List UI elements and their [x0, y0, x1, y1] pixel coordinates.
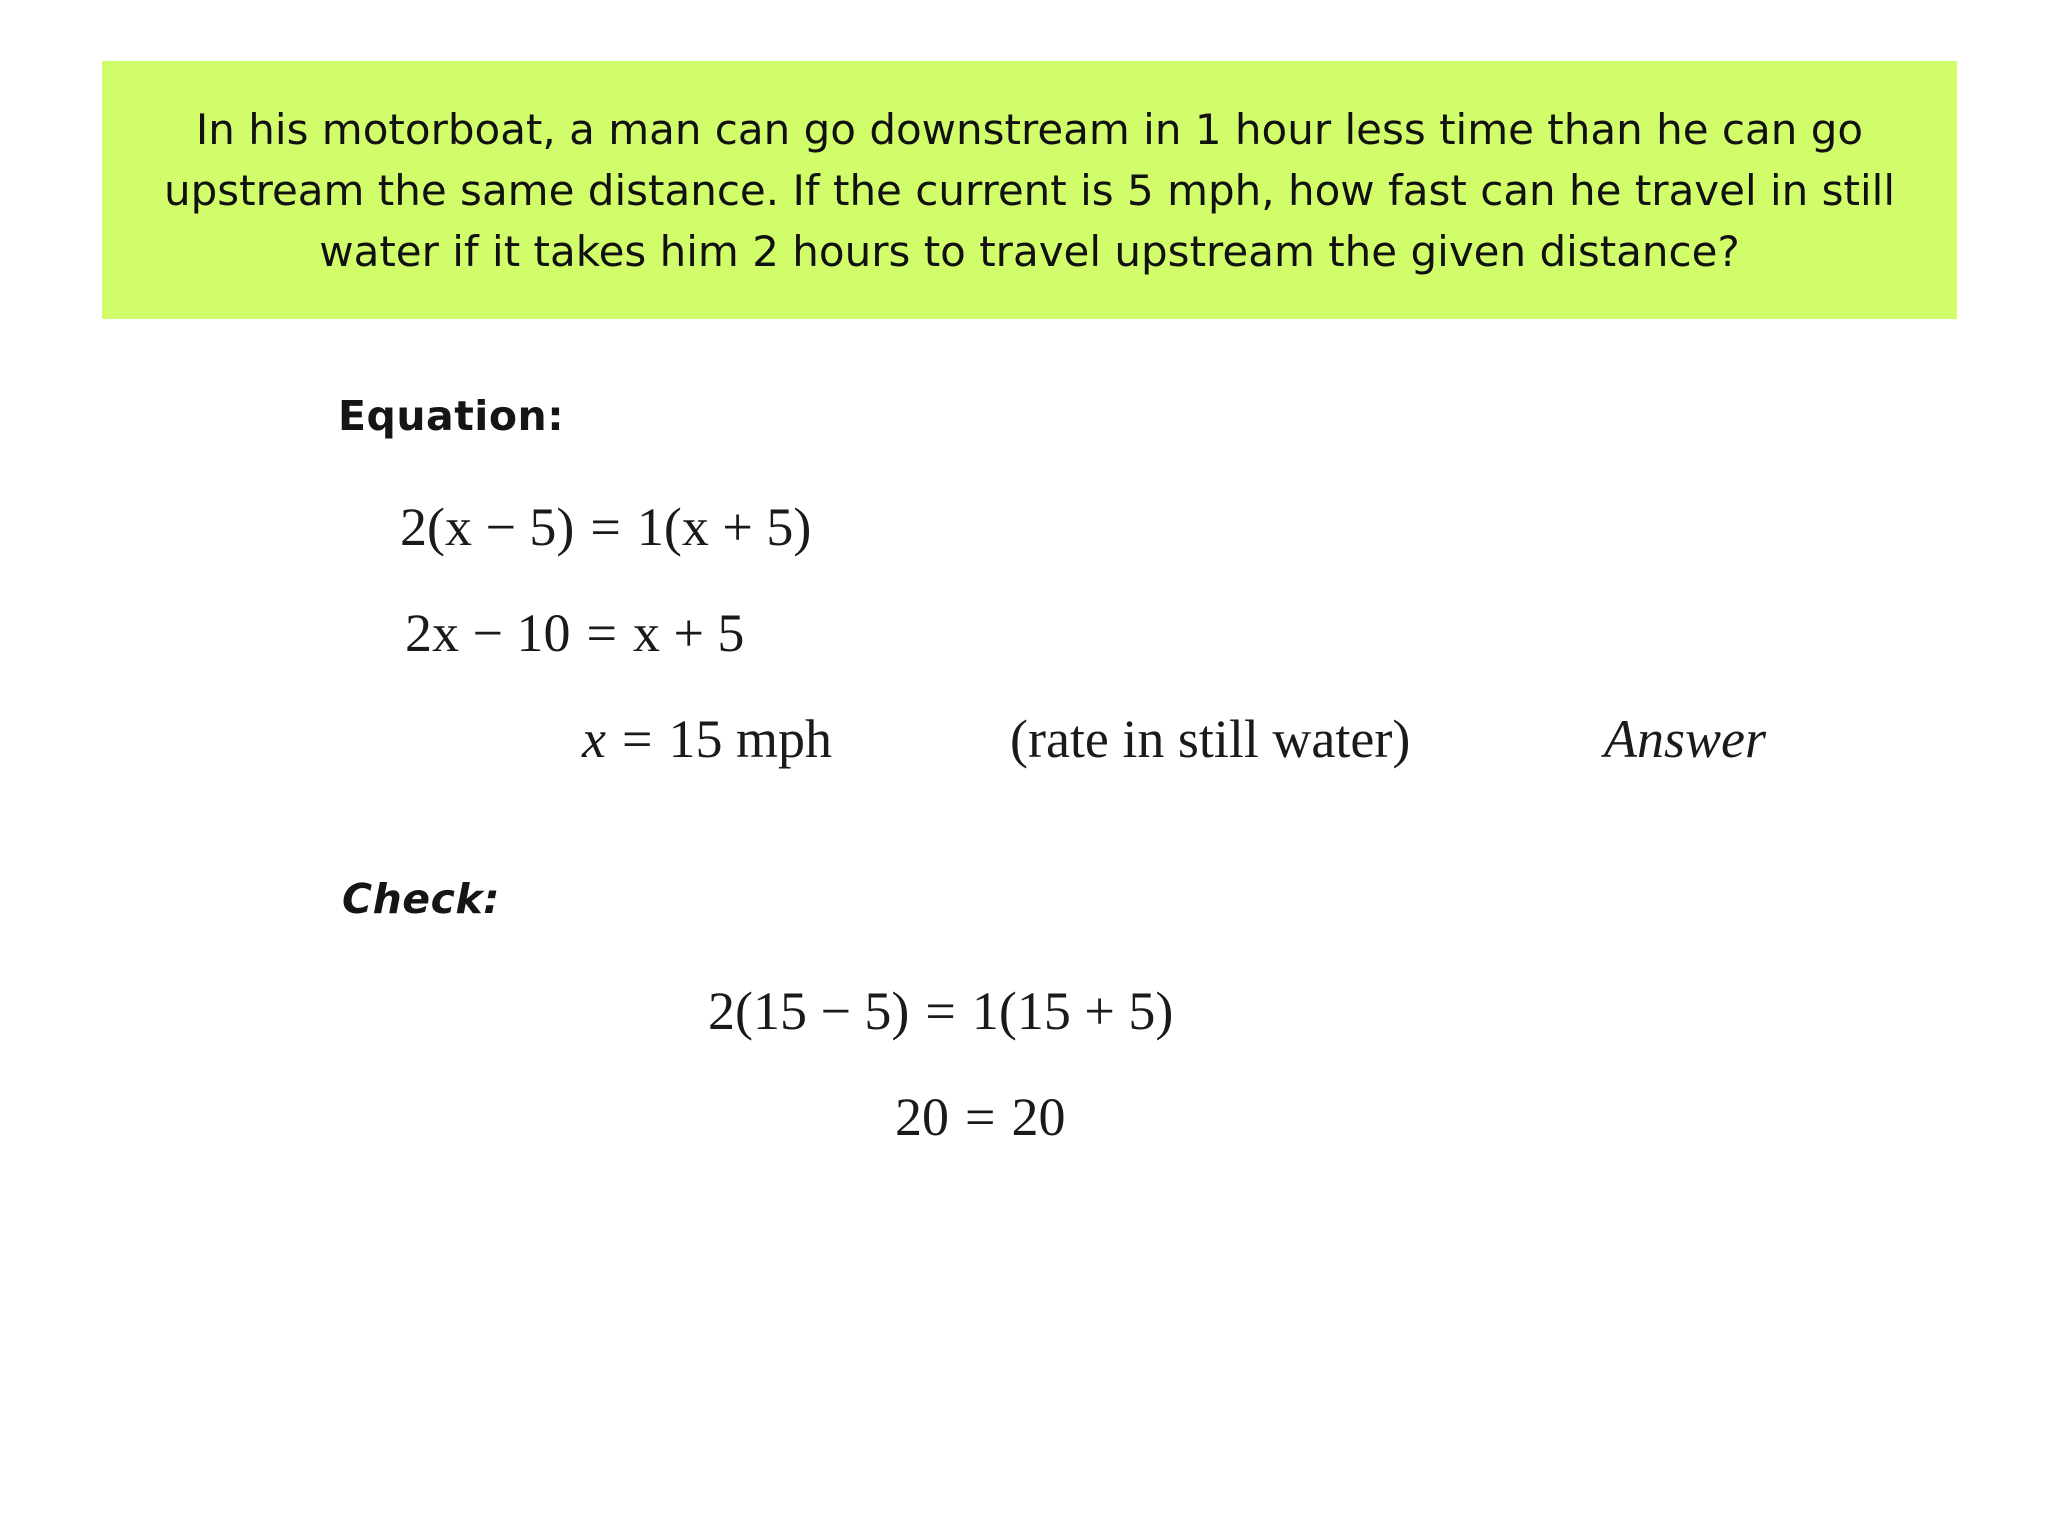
problem-text: In his motorboat, a man can go downstream in 1 hour less time than he can go upstream the same distance. If the current is 5 mph, how fast can he travel in still water if it takes him 2 hours to travel upstream the given distance?: [163, 104, 1896, 276]
equals-sign: =: [621, 709, 653, 769]
equation-heading: Equation:: [338, 392, 565, 440]
equation-line-2-rhs: x + 5: [632, 603, 745, 663]
check-line-1-lhs: 2(15 − 5): [708, 981, 910, 1041]
equals-sign: =: [590, 497, 621, 557]
equation-line-3-rhs: 15 mph: [668, 709, 832, 769]
check-line-2-rhs: 20: [1011, 1087, 1066, 1147]
equation-line-1-lhs: 2(x − 5): [400, 497, 575, 557]
check-line-2: [895, 1086, 1065, 1148]
answer-note: (rate in still water): [1010, 709, 1411, 769]
equation-line-1-rhs: 1(x + 5): [636, 497, 812, 557]
equals-sign: =: [965, 1087, 996, 1147]
check-line-1-rhs: 1(15 + 5): [971, 981, 1174, 1041]
check-heading: Check:: [342, 875, 501, 923]
equation-line-2-lhs: 2x − 10: [405, 603, 571, 663]
equation-line-1: [400, 496, 811, 558]
answer-tag: Answer: [1604, 709, 1766, 769]
equation-line-3-lhs: x: [582, 709, 606, 769]
problem-box: [102, 61, 1957, 319]
equals-sign: =: [925, 981, 956, 1041]
equation-line-3: [582, 708, 832, 770]
check-line-1: [708, 980, 1173, 1042]
equals-sign: =: [586, 603, 617, 663]
check-line-2-lhs: 20: [895, 1087, 949, 1147]
equation-line-2: [405, 602, 744, 664]
